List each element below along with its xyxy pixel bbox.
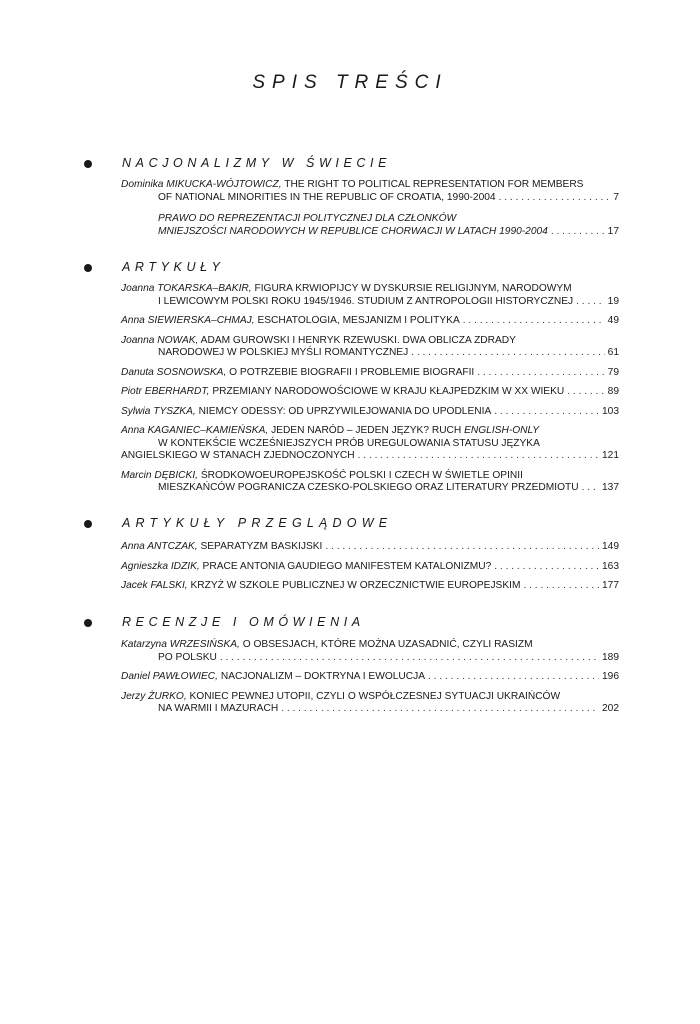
- entry-author: Agnieszka IDZIK,: [121, 560, 200, 572]
- toc-entry[interactable]: [121, 367, 619, 380]
- toc-entry[interactable]: [121, 541, 619, 554]
- bullet-icon: [84, 264, 92, 272]
- toc-entry[interactable]: [121, 580, 619, 593]
- entry-author: Dominika MIKUCKA-WÓJTOWICZ,: [121, 179, 282, 190]
- dot-leader: [494, 406, 599, 419]
- entry-page: 163: [602, 560, 619, 572]
- toc-entry[interactable]: [121, 691, 619, 716]
- toc-entry[interactable]: [121, 386, 619, 399]
- entry-title-cont: W KONTEKŚCIE WCZEŚNIEJSZYCH PRÓB UREGULOWANIA STATUSU JĘZYKA: [158, 437, 540, 449]
- entry-title-italic: ENGLISH-ONLY: [464, 425, 540, 436]
- entry-page: 89: [607, 386, 619, 397]
- entry-title: PRAWO DO REPREZENTACJI POLITYCZNEJ DLA CZŁONKÓW: [158, 213, 457, 224]
- dot-leader: [494, 561, 599, 574]
- entry-title: KRZYŻ W SZKOLE PUBLICZNEJ W ORZECZNICTWIE EUROPEJSKIM: [190, 580, 521, 591]
- entry-author: Joanna TOKARSKA–BAKIR,: [121, 283, 252, 294]
- entry-title: FIGURA KRWIOPIJCY W DYSKURSIE RELIGIJNYM, NARODOWYM: [254, 283, 572, 294]
- entry-page: 137: [602, 482, 619, 493]
- toc-entry[interactable]: [121, 639, 619, 664]
- toc-entry[interactable]: [121, 179, 619, 204]
- section-title: NACJONALIZMY W ŚWIECIE: [122, 156, 392, 170]
- entry-author: Anna KAGANIEC–KAMIEŃSKA,: [121, 425, 269, 436]
- section-artykuly-przegladowe: [0, 516, 700, 600]
- entry-title: NIEMCY ODESSY: OD UPRZYWILEJOWANIA DO UPODLENIA: [198, 405, 492, 417]
- entry-title: ESCHATOLOGIA, MESJANIZM I POLITYKA: [257, 315, 460, 326]
- entry-author: Daniel PAWŁOWIEC,: [121, 671, 218, 682]
- entry-title: ADAM GUROWSKI I HENRYK RZEWUSKI. DWA OBLICZA ZDRADY: [200, 334, 516, 346]
- section-recenzje: [0, 615, 700, 723]
- dot-leader: [411, 347, 604, 360]
- entry-page: 79: [607, 366, 619, 378]
- entry-page: 103: [602, 405, 619, 417]
- dot-leader: [325, 541, 599, 554]
- section-title: RECENZJE I OMÓWIENIA: [122, 615, 365, 629]
- entry-page: 7: [613, 191, 619, 203]
- entry-page: 177: [602, 580, 619, 591]
- entry-page: 49: [607, 315, 619, 326]
- entry-author: Anna SIEWIERSKA–CHMAJ,: [121, 315, 255, 326]
- toc-entry[interactable]: [121, 406, 619, 419]
- entry-title: PRZEMIANY NARODOWOŚCIOWE W KRAJU KŁAJPEDZKIM W XX WIEKU: [212, 386, 565, 397]
- entry-page: 121: [602, 450, 619, 461]
- entry-author: Jacek FALSKI,: [121, 580, 188, 591]
- entry-page: 196: [602, 671, 619, 682]
- dot-leader: [567, 386, 604, 399]
- entry-title: O OBSESJACH, KTÓRE MOŻNA UZASADNIĆ, CZYLI RASIZM: [242, 639, 533, 650]
- entry-page: 189: [602, 651, 619, 663]
- dot-leader: [523, 580, 599, 593]
- toc-entry[interactable]: [121, 213, 619, 238]
- dot-leader: [582, 482, 599, 495]
- toc-entry[interactable]: [121, 470, 619, 495]
- bullet-icon: [84, 520, 92, 528]
- dot-leader: [428, 671, 599, 684]
- entry-title-cont: NARODOWEJ W POLSKIEJ MYŚLI ROMANTYCZNEJ: [158, 347, 409, 358]
- section-title: ARTYKUŁY PRZEGLĄDOWE: [122, 516, 393, 530]
- entry-title: ŚRODKOWOEUROPEJSKOŚĆ POLSKI I CZECH W ŚWIETLE OPINII: [200, 469, 523, 481]
- entry-author: Piotr EBERHARDT,: [121, 386, 210, 397]
- section-title: ARTYKUŁY: [122, 260, 225, 274]
- page-title: SPIS TREŚCI: [252, 72, 448, 93]
- entry-title: KONIEC PEWNEJ UTOPII, CZYLI O WSPÓŁCZESNEJ SYTUACJI UKRAIŃCÓW: [189, 690, 561, 702]
- entry-title: PRACE ANTONIA GAUDIEGO MANIFESTEM KATALONIZMU?: [202, 560, 492, 572]
- entry-author: Marcin DĘBICKI,: [121, 469, 198, 481]
- toc-entry[interactable]: [121, 425, 619, 463]
- dot-leader: [576, 296, 605, 309]
- entry-title-cont: OF NATIONAL MINORITIES IN THE REPUBLIC OF CROATIA, 1990-2004: [158, 191, 496, 203]
- entry-page: 202: [602, 703, 619, 714]
- entry-title-cont: I LEWICOWYM POLSKI ROKU 1945/1946. STUDIUM Z ANTROPOLOGII HISTORYCZNEJ: [158, 295, 574, 307]
- dot-leader: [463, 315, 605, 328]
- dot-leader: [499, 192, 611, 205]
- entry-author: Katarzyna WRZESIŃSKA,: [121, 639, 240, 650]
- entry-page: 17: [607, 225, 619, 237]
- entry-title-cont: ANGIELSKIEGO W STANACH ZJEDNOCZONYCH: [121, 450, 355, 461]
- entry-author: Danuta SOSNOWSKA,: [121, 366, 227, 378]
- entry-author: Jerzy ŻURKO,: [121, 690, 187, 702]
- entry-author: Sylwia TYSZKA,: [121, 405, 196, 417]
- section-nacjonalizmy: [0, 156, 700, 245]
- entry-title-cont: MNIEJSZOŚCI NARODOWYCH W REPUBLICE CHORWACJI W LATACH 1990-2004: [158, 225, 548, 237]
- section-artykuly: [0, 260, 700, 502]
- entry-title: THE RIGHT TO POLITICAL REPRESENTATION FOR MEMBERS: [284, 179, 584, 190]
- toc-entry[interactable]: [121, 335, 619, 360]
- dot-leader: [281, 703, 599, 716]
- entry-title: O POTRZEBIE BIOGRAFII I PROBLEMIE BIOGRAFII: [229, 366, 475, 378]
- entry-title-cont: MIESZKAŃCÓW POGRANICZA CZESKO-POLSKIEGO ORAZ LITERATURY PRZEDMIOTU: [158, 482, 579, 493]
- dot-leader: [477, 367, 604, 380]
- toc-entry[interactable]: [121, 315, 619, 328]
- entry-page: 19: [607, 295, 619, 307]
- entry-author: Joanna NOWAK,: [121, 334, 199, 346]
- toc-entry[interactable]: [121, 671, 619, 684]
- entry-title: JEDEN NARÓD – JEDEN JĘZYK? RUCH: [271, 425, 462, 436]
- entry-title: SEPARATYZM BASKIJSKI: [200, 541, 323, 552]
- entry-page: 149: [602, 541, 619, 552]
- bullet-icon: [84, 619, 92, 627]
- dot-leader: [358, 450, 599, 463]
- entry-title-cont: PO POLSKU: [158, 651, 217, 663]
- dot-leader: [551, 226, 605, 239]
- entry-page: 61: [607, 347, 619, 358]
- dot-leader: [220, 652, 599, 665]
- toc-entry[interactable]: [121, 283, 619, 308]
- entry-author: Anna ANTCZAK,: [121, 541, 198, 552]
- bullet-icon: [84, 160, 92, 168]
- entry-title: NACJONALIZM – DOKTRYNA I EWOLUCJA: [220, 671, 426, 682]
- entry-title-cont: NA WARMII I MAZURACH: [158, 703, 279, 714]
- toc-entry[interactable]: [121, 561, 619, 574]
